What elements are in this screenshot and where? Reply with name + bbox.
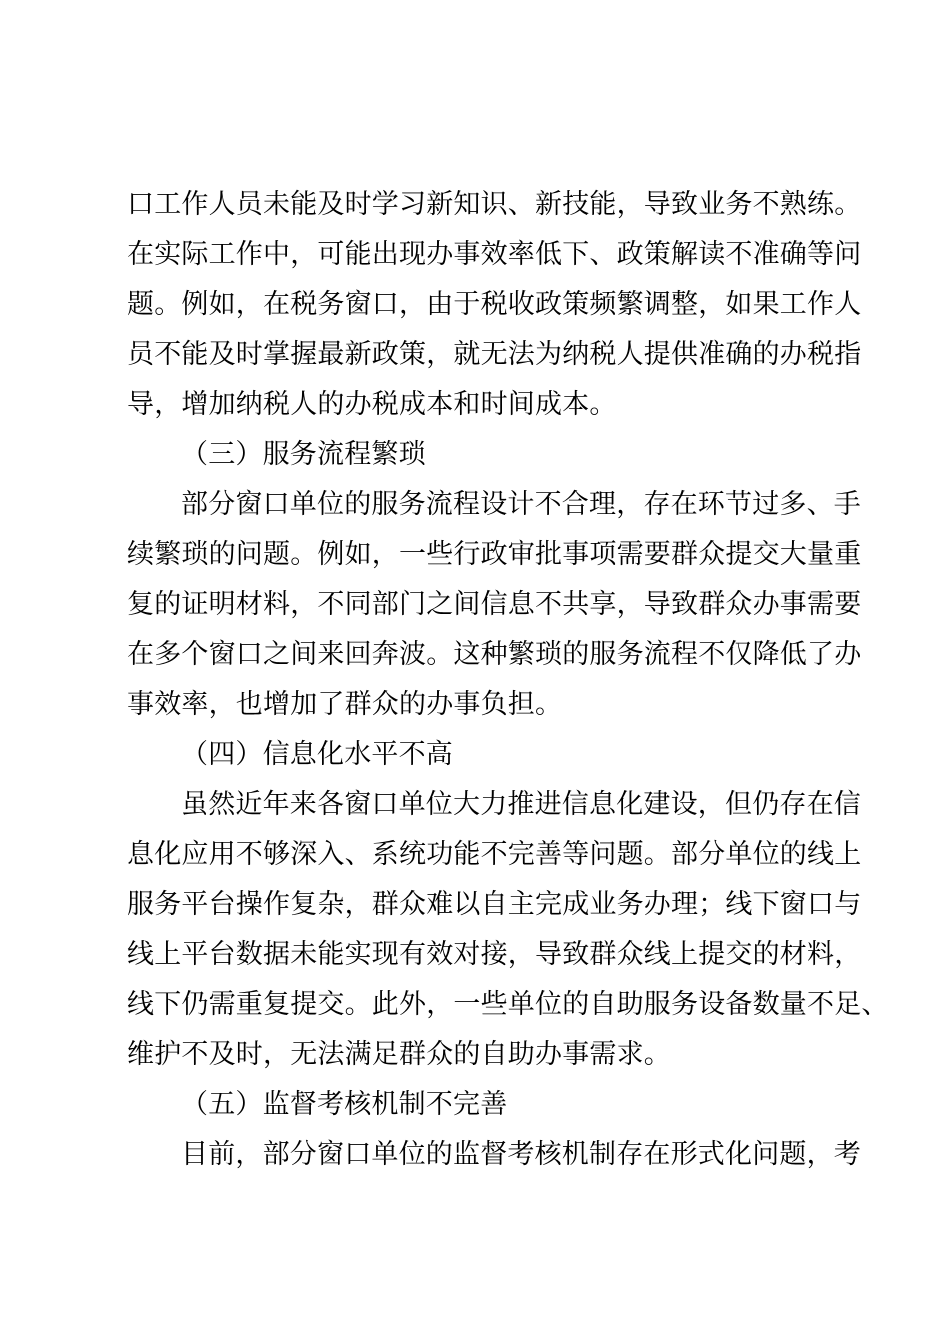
text-line: 在多个窗口之间来回奔波。这种繁琐的服务流程不仅降低了办 [127,639,862,670]
text-line: 导，增加纳税人的办税成本和时间成本。 [127,389,617,420]
text-line: 目前，部分窗口单位的监督考核机制存在形式化问题，考 [181,1139,861,1170]
document-body [127,180,889,1180]
text-line: 服务平台操作复杂，群众难以自主完成业务办理；线下窗口与 [127,889,862,920]
section-heading-four: （四）信息化水平不高 [181,739,453,770]
text-line: 口工作人员未能及时学习新知识、新技能，导致业务不熟练。 [127,189,862,220]
section-heading-five: （五）监督考核机制不完善 [181,1089,508,1120]
section-heading-three: （三）服务流程繁琐 [181,439,426,470]
text-line: 事效率，也增加了群众的办事负担。 [127,689,563,720]
text-line: 线上平台数据未能实现有效对接，导致群众线上提交的材料， [127,939,862,970]
text-line: 复的证明材料，不同部门之间信息不共享，导致群众办事需要 [127,589,862,620]
text-line: 题。例如，在税务窗口，由于税收政策频繁调整，如果工作人 [127,289,862,320]
text-line: 维护不及时，无法满足群众的自助办事需求。 [127,1039,671,1070]
text-line: 员不能及时掌握最新政策，就无法为纳税人提供准确的办税指 [127,339,862,370]
text-line: 在实际工作中，可能出现办事效率低下、政策解读不准确等问 [127,239,862,270]
text-line: 续繁琐的问题。例如，一些行政审批事项需要群众提交大量重 [127,539,862,570]
text-line: 线下仍需重复提交。此外，一些单位的自助服务设备数量不足、 [127,989,889,1020]
text-line: 虽然近年来各窗口单位大力推进信息化建设，但仍存在信 [181,789,861,820]
text-line: 部分窗口单位的服务流程设计不合理，存在环节过多、手 [181,489,861,520]
text-line: 息化应用不够深入、系统功能不完善等问题。部分单位的线上 [127,839,862,870]
